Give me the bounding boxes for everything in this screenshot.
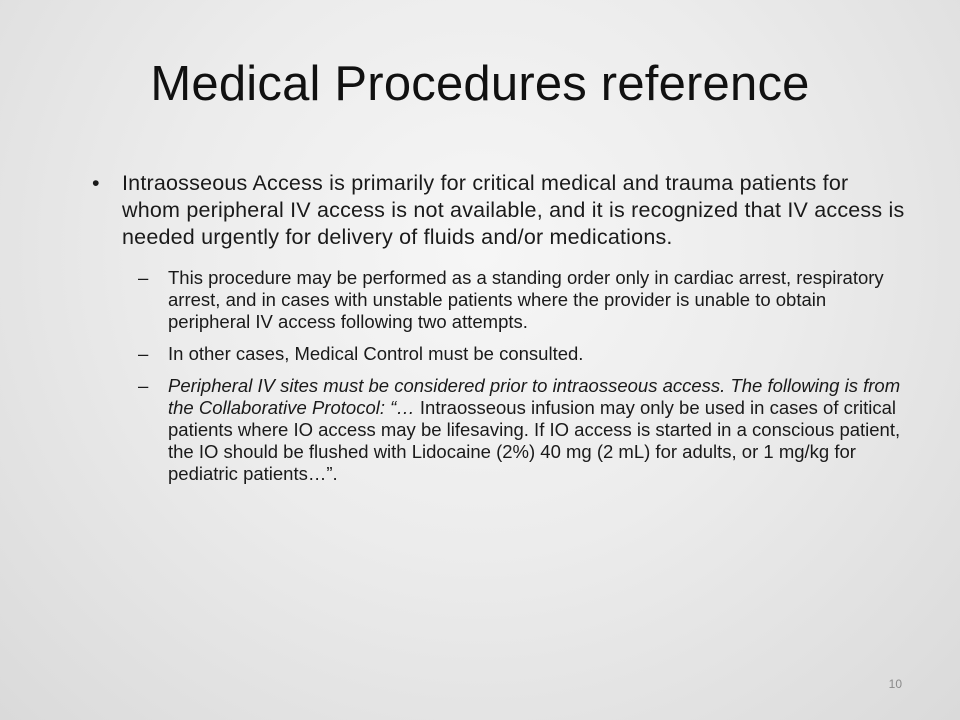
slide-content (92, 170, 912, 495)
main-bullet-text: Intraosseous Access is primarily for critical medical and trauma patients for whom peripheral IV access is not available, and it is recognized that IV access is needed urgently for delivery of fluids and/or medications. (122, 171, 905, 249)
sub-bullet-text: In other cases, Medical Control must be consulted. (168, 343, 584, 364)
bullet-icon: • (92, 171, 100, 195)
sub-bullet-point-1 (138, 267, 912, 333)
sub-bullet-text: This procedure may be performed as a standing order only in cardiac arrest, respiratory arrest, and in cases with unstable patients where the provider is unable to obtain peripheral IV access following two attempts. (168, 267, 884, 332)
sub-bullet-point-3 (138, 375, 912, 485)
dash-icon: – (138, 267, 149, 288)
main-bullet-point (92, 170, 912, 251)
dash-icon: – (138, 343, 149, 364)
page-number: 10 (888, 677, 902, 691)
sub-bullet-text: Intraosseous infusion may only be used in cases of critical patients where IO access may be lifesaving. If IO access is started in a conscious patient, the IO should be flushed with Lidocaine (2%) 40 mg (2 mL) for adults, or 1 mg/kg for pediatric patients…”. (168, 397, 901, 484)
dash-icon: – (138, 375, 149, 396)
sub-bullet-italic-text: Peripheral IV sites must be considered prior to intraosseous access. The following is from the Collaborative Protocol: “… (168, 375, 901, 418)
slide-title: Medical Procedures reference (150, 57, 810, 111)
sub-bullet-point-2 (138, 343, 912, 365)
